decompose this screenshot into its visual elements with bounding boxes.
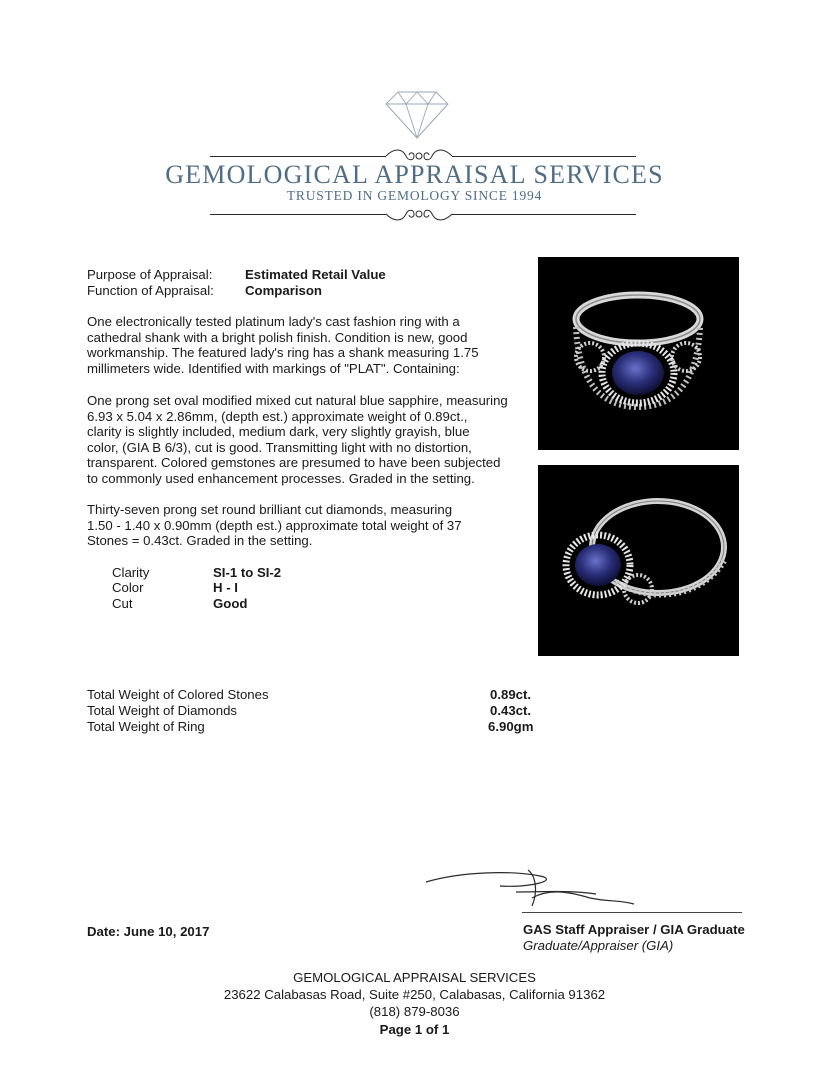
grade-label-cut: Cut — [112, 596, 133, 611]
grade-value-clarity: SI-1 to SI-2 — [213, 565, 282, 580]
total-value-colored-stones: 0.89ct. — [490, 687, 532, 702]
company-name: GEMOLOGICAL APPRAISAL SERVICES — [165, 160, 664, 189]
diamonds-description: Thirty-seven prong set round brilliant cut diamonds, measuring 1.50 - 1.40 x 0.90mm (depth est.) approximate total weight of 37 Stones = 0.43ct. Graded in the setting. — [87, 502, 462, 548]
header-bottom-rule-right — [452, 214, 636, 215]
total-value-ring: 6.90gm — [488, 719, 534, 734]
handwritten-signature — [420, 862, 650, 914]
ring-description: One electronically tested platinum lady's cast fashion ring with a cathedral shank with a bright polish finish. Condition is new, good workmanship. The featured lady's ring has a shank measuring 1.75 millimeters wide. Identified with markings of "PLAT". Containing: — [87, 314, 479, 376]
footer-company: GEMOLOGICAL APPRAISAL SERVICES — [293, 970, 536, 985]
ring-photo-side — [538, 465, 739, 656]
purpose-label: Purpose of Appraisal: — [87, 267, 213, 282]
total-label-colored-stones: Total Weight of Colored Stones — [87, 687, 269, 702]
grade-value-color: H - I — [213, 580, 238, 595]
header-top-rule-right — [452, 156, 636, 157]
grade-value-cut: Good — [213, 596, 248, 611]
page-number: Page 1 of 1 — [379, 1022, 450, 1037]
diamond-logo-icon — [384, 90, 450, 140]
header-top-rule-left — [210, 156, 386, 157]
header-bottom-rule-left — [210, 214, 386, 215]
appraisal-date: Date: June 10, 2017 — [87, 924, 210, 939]
grade-label-clarity: Clarity — [112, 565, 150, 580]
appraiser-title: GAS Staff Appraiser / GIA Graduate — [523, 922, 745, 937]
signature-line — [522, 912, 742, 913]
total-value-diamonds: 0.43ct. — [490, 703, 532, 718]
company-tagline: TRUSTED IN GEMOLOGY SINCE 1994 — [286, 188, 543, 203]
flourish-icon — [384, 204, 454, 224]
appraiser-subtitle: Graduate/Appraiser (GIA) — [523, 938, 674, 953]
total-label-diamonds: Total Weight of Diamonds — [87, 703, 238, 718]
grade-label-color: Color — [112, 580, 144, 595]
total-label-ring: Total Weight of Ring — [87, 719, 205, 734]
function-value: Comparison — [245, 283, 322, 298]
footer-address: 23622 Calabasas Road, Suite #250, Calabasas, California 91362 — [223, 987, 606, 1002]
function-label: Function of Appraisal: — [87, 283, 214, 298]
ring-photo-top — [538, 257, 739, 450]
purpose-value: Estimated Retail Value — [245, 267, 386, 282]
sapphire-description: One prong set oval modified mixed cut natural blue sapphire, measuring 6.93 x 5.04 x 2.86mm, (depth est.) approximate weight of 0.89ct., clarity is slightly included, medium dark, very slightly grayish, blue color, (GIA B 6/3), cut is good. Transmitting light with no distortion, transparent. Colored gemstones are presumed to have been subjected to commonly used enhancement processes. Graded in the setting. — [87, 393, 508, 486]
footer-phone: (818) 879-8036 — [369, 1004, 460, 1019]
